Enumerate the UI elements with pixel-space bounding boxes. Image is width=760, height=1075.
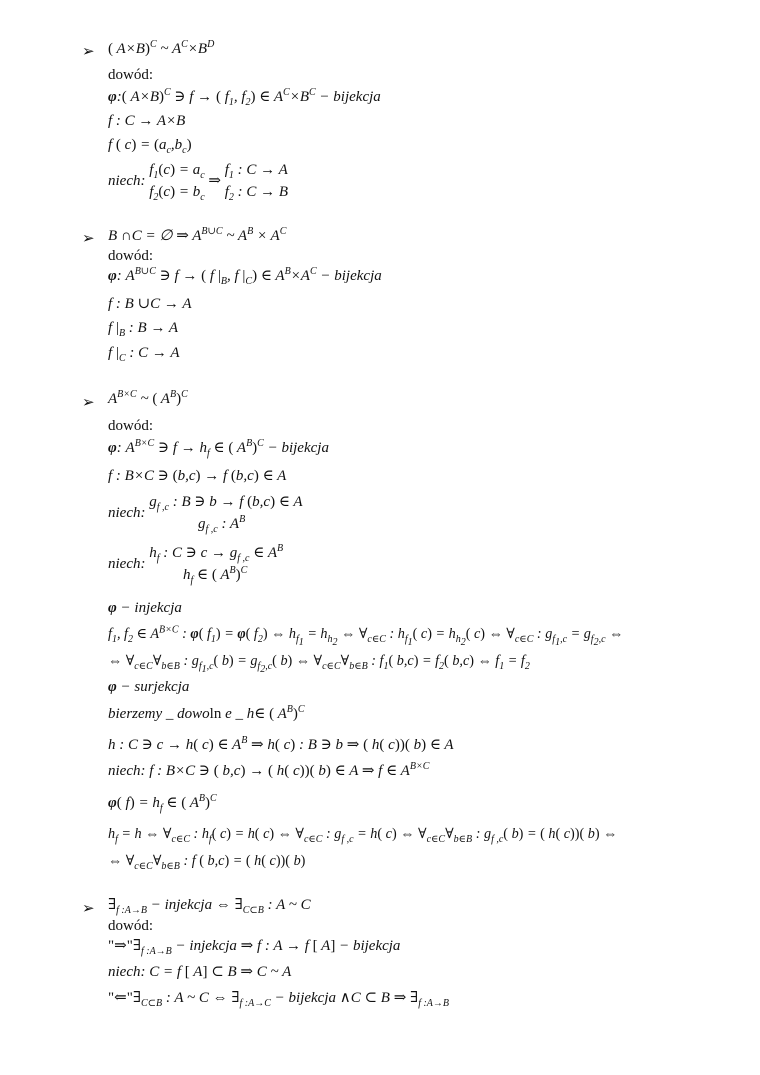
proof-3-line-14: ⇔ $\forall_{c\in C}\forall_{b\in B}$ : f ( b,c) = ( h( c))( b)	[108, 853, 306, 872]
bullet-arrow-icon: ➢	[82, 901, 95, 917]
proof-3-line-2: f : B×C ∋ (b,c) → f (b,c) ∈ A	[108, 468, 287, 484]
proof-3-line-12: φ( $f) = h_f$ ∈ ( $A^B)^C$	[108, 793, 217, 814]
proof-3-line-9: bierzemy _ dowoln e _ h∈ ( $A^B)^C$	[108, 704, 305, 722]
proof-3-line-7: ⇔ $\forall_{c\in C}\forall_{b\in B}$ : $g_{f_1,c}$( $b) = g_{f_2,c}$( b) ⇔ $\forall_{c\in C}\forall_{b\in B}$ : $f_1$( $b,c) = f_2$( b,c) ⇔ $f_1 = f_2$	[108, 653, 530, 675]
proof-3-line-8: φ − surjekcja	[108, 679, 190, 695]
theorem-2: B ∩C = ∅ ⇒ $A^{B\cup C}$ ~ $A^B \times A^C$	[108, 226, 287, 244]
proof-2-line-4: f $|_C$ : C → A	[108, 345, 180, 364]
theorem-4: $\exists_{f :A\to B}$ − injekcja ⇔ $\exists_{C\subset B}$ : A ~ C	[108, 897, 311, 916]
proof-label-4: dowód:	[108, 918, 153, 934]
proof-1-line-4: niech: $f_1(c) = a_c$ $f_2(c) = b_c$ ⇒ $f_1$ : C → A $f_2$ : C → B	[108, 162, 289, 203]
bullet-arrow-icon: ➢	[82, 44, 95, 60]
proof-3-line-3: niech: $g_{f ,c}$ : B ∋ b → f (b,c) ∈ A $g_{f ,c}$ : $A^B$	[108, 494, 303, 535]
proof-label-3: dowód:	[108, 418, 153, 434]
proof-label-1: dowód:	[108, 67, 153, 83]
proof-3-line-11: niech: f : B×C ∋ ( b,c) → ( h( c))( b) ∈ A ⇒ f ∈ $A^{B\times C}$	[108, 761, 430, 779]
proof-3-line-6: $f_1$, $f_2$ ∈ $A^{B\times C}$ : φ( $f_1) = \varphi$( $f_2$) ⇔ $h_{f_1} = h_{h_2}$ ⇔ $\forall_{c\in C}$ : $h_{f_1}$( $c) = h_{h_2}$( c) ⇔ $\forall_{c\in C}$ : $g_{f_1,c} = g_{f_2,c}$ ⇔	[108, 624, 624, 648]
theorem-1: ( A×B)$^C$ ~ $A^C\times B^D$	[108, 39, 215, 57]
bullet-arrow-icon: ➢	[82, 231, 95, 247]
proof-3-line-10: h : C ∋ c → h( c) ∈ $A^B$ ⇒ h( c) : B ∋ b ⇒ ( h( c))( b) ∈ A	[108, 735, 454, 753]
proof-1-line-1: φ:( A×B)$^C$ ∋ f → ( $f_1$, $f_2$) ∈ $A^C\times B^C$ − bijekcja	[108, 87, 381, 108]
proof-2-line-3: f $|_B$ : B → A	[108, 320, 179, 339]
proof-3-line-5: φ − injekcja	[108, 600, 182, 616]
theorem-3: $A^{B\times C}$ ~ ( $A^B)^C$	[108, 389, 188, 407]
proof-3-line-13: $h_f = h$ ⇔ $\forall_{c\in C}$ : $h_f$( c) = h( c) ⇔ $\forall_{c\in C}$ : $g_{f ,c} = h$( c) ⇔ $\forall_{c\in C}\forall_{b\in B}$ : $g_{f ,c}$( b) = ( h( c))( b) ⇔	[108, 826, 618, 845]
proof-4-line-2: niech: C = f [ A] ⊂ B ⇒ C ~ A	[108, 964, 292, 980]
proof-3-line-1: φ: $A^{B\times C}$ ∋ $f \to h_f$ ∈ ( $A^B)^C$ − bijekcja	[108, 438, 329, 459]
proof-4-line-3: "$⇐"\exists_{C\subset B}$ : A ~ C ⇔ $\exists_{f :A\to C}$ − bijekcja ∧C ⊂ B ⇒ $\exists_{f :A\to B}$	[108, 990, 450, 1009]
proof-2-line-2: f : B ∪C → A	[108, 296, 192, 312]
proof-3-line-4: niech: $h_f$ : C ∋ $c \to g_{f ,c}$ ∈ $A^B$ $h_f$ ∈ ( $A^B)^C$	[108, 543, 284, 586]
proof-label-2: dowód:	[108, 248, 153, 264]
proof-1-line-2: f : C → A×B	[108, 113, 186, 129]
bullet-arrow-icon: ➢	[82, 395, 95, 411]
proof-1-line-3: f ( $c) = (a_c,b_c)$	[108, 137, 192, 156]
proof-2-line-1: φ: $A^{B\cup C}$ ∋ f → ( f $|_B$, f $|_C$) ∈ $A^B\times A^C$ − bijekcja	[108, 266, 382, 287]
proof-4-line-1: "$\Rightarrow"\exists_{f :A\to B}$ − injekcja ⇒ f : A → f [ A] − bijekcja	[108, 938, 401, 957]
